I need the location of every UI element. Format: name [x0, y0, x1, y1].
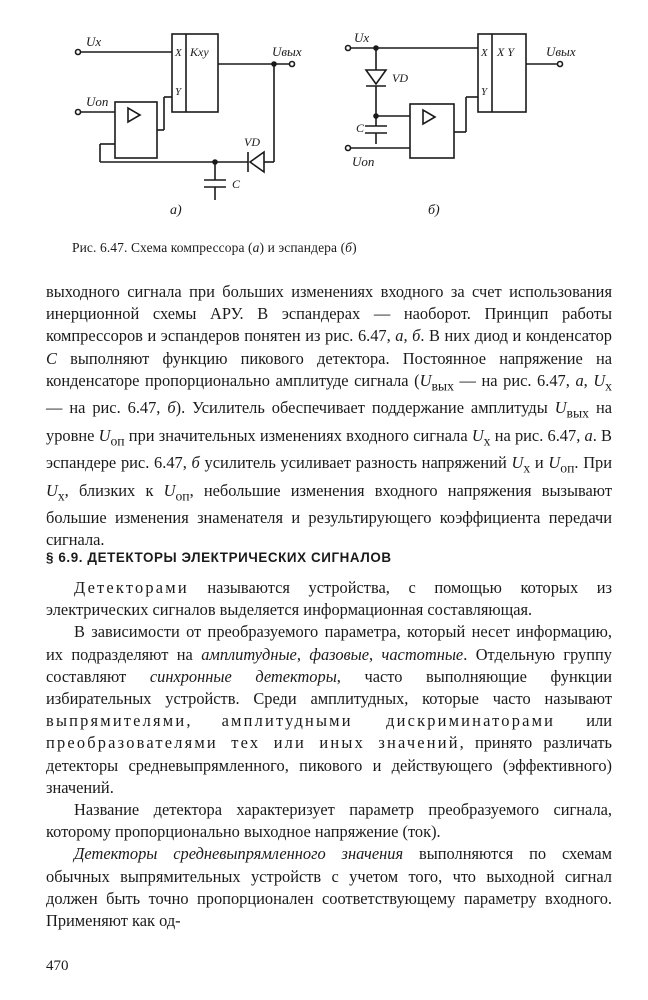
label-uref-b: Uоп [352, 154, 375, 169]
section-body [46, 577, 612, 932]
label-ux-b: Ux [354, 30, 370, 45]
paragraph-3: В зависимости от преобразуемого параметра, который несет информацию, их подразделяют на амплитудные, фазовые, частотные. Отдельную группу составляют синхронные детекторы, часто выполняющие функции избирательных устройств. Среди амплитудных, которые часто называют выпрямителями, амплитудными дискриминаторами или преобразователями тех или иных значений, принято различать детекторы средневыпрямленного, пикового и действующего (эффективного) значений. [46, 622, 613, 797]
label-kxy-a: Kxy [190, 45, 209, 59]
paragraph-5: Детекторы средневыпрямленного значения выполняются по схемам обычных выпрямительных устройств с учетом того, что выходной сигнал должен быть точно пропорционален соответствующему параметру входного. Применяют как од- [46, 844, 612, 931]
label-panel-a: а) [170, 203, 182, 218]
label-xy-b: X Y [497, 45, 515, 59]
page-number: 470 [46, 958, 69, 974]
section-heading: § 6.9. ДЕТЕКТОРЫ ЭЛЕКТРИЧЕСКИХ СИГНАЛОВ [46, 550, 392, 565]
amplifier-b [410, 104, 454, 158]
label-ux-a: Ux [86, 34, 102, 49]
label-x-a: X [175, 47, 182, 59]
paragraph-1: выходного сигнала при больших изменениях входного за счет использования инерционной схемы АРУ. В эспандерах — наоборот. Принцип работы компрессоров и эспандеров понятен из рис. 6.47, а, б. В них диод и конденсатор C выполняют функцию пикового детектора. Постоянное напряжение на конденсаторе пропорционально амплитуде сигнала ($U_{вых}$ — на рис. 6.47, а, $U_x$ — на рис. 6.47, б). Усилитель обеспечивает поддержание амплитуды $U_{вых}$ на уровне $U_{оп}$ при значительных изменениях входного сигнала $U_x$ на рис. 6.47, а. В эспандере рис. 6.47, б усилитель усиливает разность напряжений $U_x$ и $U_{оп}$. При $U_x$, близких к $U_{оп}$, небольшие изменения входного напряжения вызывают большие изменения знаменателя и результирующего коэффициента передачи сигнала. [46, 282, 613, 550]
figure-caption: Рис. 6.47. Схема компрессора (а) и эспандера (б) [72, 240, 357, 255]
label-uref-a: Uоп [86, 94, 109, 109]
amplifier-a [115, 102, 157, 158]
label-c-b: C [356, 121, 365, 135]
label-x-b: X [481, 47, 488, 59]
label-vd-a: VD [244, 135, 260, 149]
label-uout-b: Uвых [546, 44, 576, 59]
paragraph-2: Детекторами называются устройства, с помощью которых из электрических сигналов выделяется информационная составляющая. [46, 578, 612, 620]
label-c-a: C [232, 177, 241, 191]
label-panel-b: б) [428, 203, 440, 218]
label-uout-a: Uвых [272, 44, 302, 59]
diode-a [250, 152, 264, 172]
label-vd-b: VD [392, 71, 408, 85]
label-y-a: Y [175, 86, 182, 98]
label-y-b: Y [481, 86, 488, 98]
paragraph-4: Название детектора характеризует параметр преобразуемого сигнала, которому пропорционально выходное напряжение (ток). [46, 800, 612, 842]
circuit-figure [60, 22, 580, 232]
diode-b [366, 70, 386, 84]
